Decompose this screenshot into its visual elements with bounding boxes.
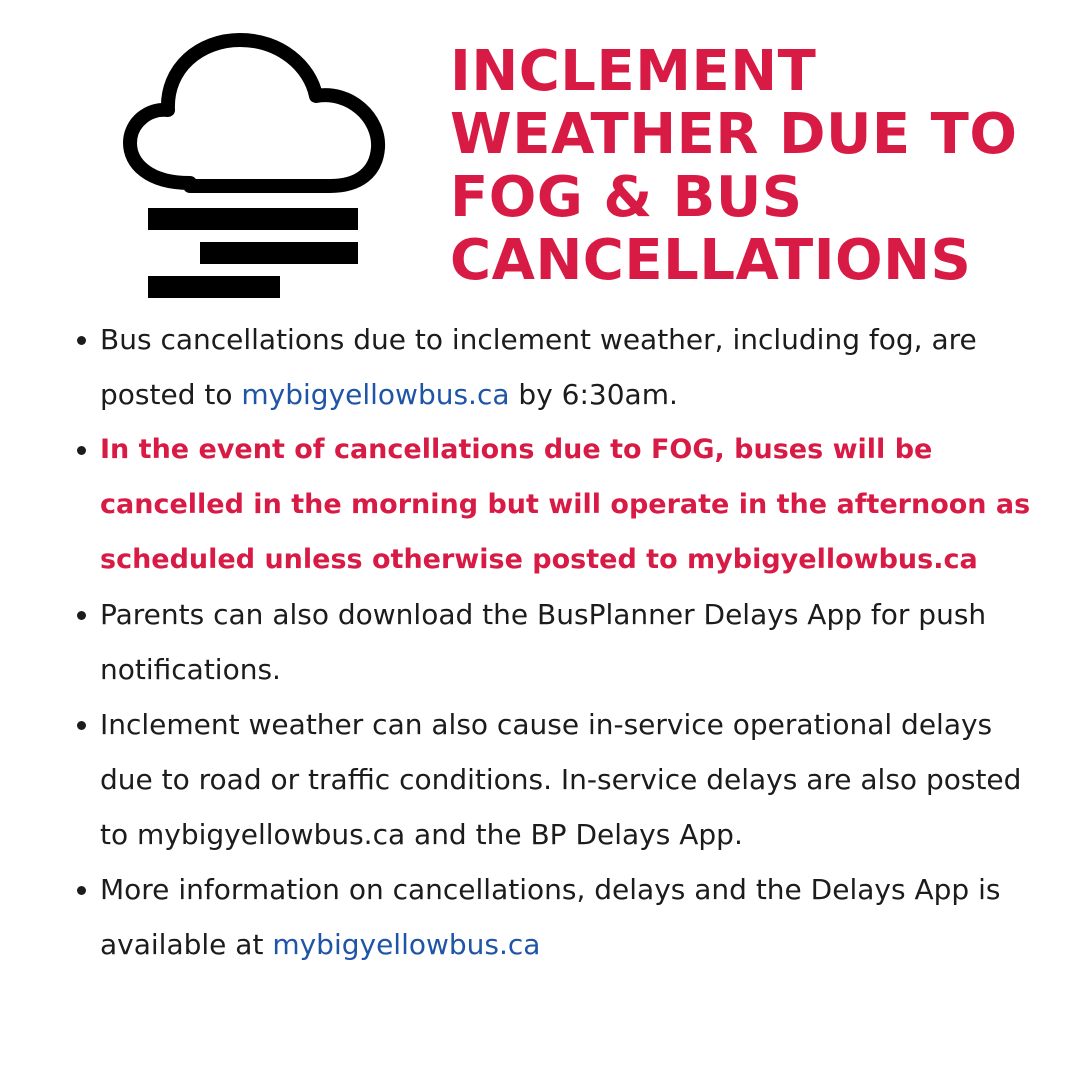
headline-line-1: INCLEMENT [450, 39, 817, 104]
fog-cloud-icon [120, 28, 390, 308]
bullet-more-info [100, 862, 1050, 972]
headline [450, 40, 1050, 292]
bullet-delays-app: Parents can also download the BusPlanner Delays App for push notifications. [100, 587, 1050, 697]
fog-line-1 [148, 208, 358, 230]
headline-line-3: FOG & BUS [450, 165, 803, 230]
bullet-posting-time-suffix: by 6:30am. [509, 378, 678, 411]
headline-line-2: WEATHER DUE TO [450, 102, 1018, 167]
bullet-list [100, 312, 1050, 972]
bullet-posting-time-text: Bus cancellations due to inclement weather, including fog, are posted to [100, 323, 977, 411]
fog-line-2 [200, 242, 358, 264]
fog-line-3 [148, 276, 280, 298]
bullet-posting-time [100, 312, 1050, 422]
bullet-fog-alert: In the event of cancellations due to FOG, buses will be cancelled in the morning but will operate in the afternoon as scheduled unless otherwise posted to mybigyellowbus.ca [100, 422, 1050, 587]
headline-line-4: CANCELLATIONS [450, 228, 972, 293]
mybigyellowbus-link[interactable]: mybigyellowbus.ca [241, 378, 510, 411]
bullet-more-info-text: More information on cancellations, delays and the Delays App is available at [100, 873, 1001, 961]
more-info-link[interactable]: mybigyellowbus.ca [272, 928, 541, 961]
bullet-in-service-delays: Inclement weather can also cause in-service operational delays due to road or traffic conditions. In-service delays are also posted to mybigyellowbus.ca and the BP Delays App. [100, 697, 1050, 862]
